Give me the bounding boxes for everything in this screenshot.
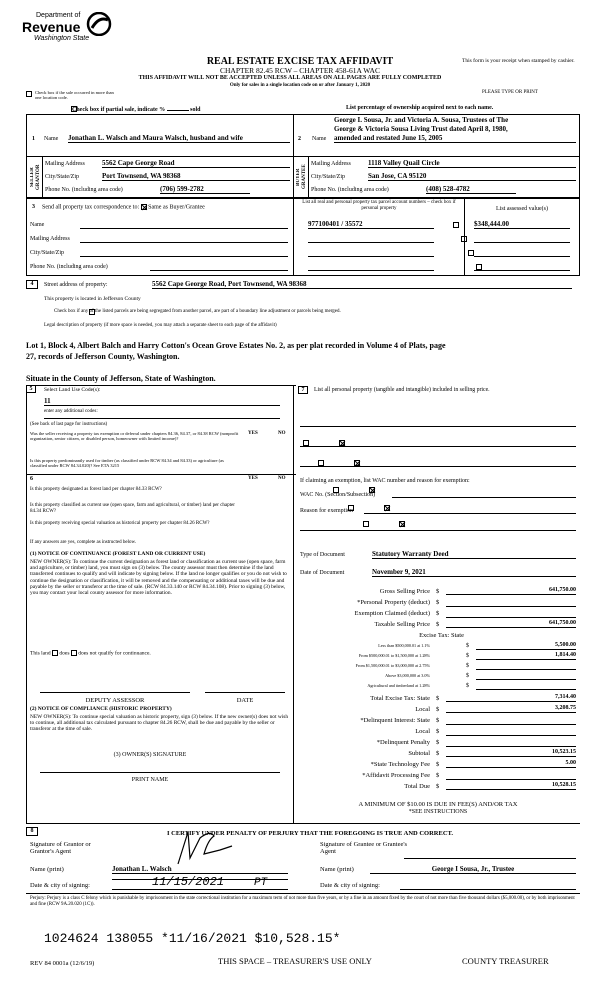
deputy-assessor-date-field[interactable]	[205, 692, 285, 693]
print-name-label: PRINT NAME	[131, 777, 169, 783]
agri-label: Agricultural and timberland at 1.28%	[367, 683, 430, 688]
section8-number: 8	[30, 828, 34, 834]
assessed-field-1[interactable]: $348,444.00	[474, 220, 570, 229]
bracket4-label: Above $3,000,000 at 3.0%	[385, 673, 430, 678]
bracket2-currency: $	[466, 653, 469, 659]
personal-currency: $	[436, 599, 440, 606]
buyer-name-label: Name	[312, 136, 327, 142]
bracket2-field[interactable]: 1,814.40	[476, 652, 576, 660]
s5-no-header: NO	[278, 431, 286, 436]
section3-label	[42, 204, 205, 211]
receipt-note: This form is your receipt when stamped by cashier.	[462, 58, 575, 64]
legal-description-line2: 27, records of Jefferson County, Washington.	[26, 352, 180, 361]
qualify-does-checkbox[interactable]	[52, 650, 58, 656]
seller-section-number: 1	[32, 136, 35, 142]
corr-name-field[interactable]	[80, 228, 288, 229]
section3-number: 3	[32, 204, 35, 210]
seller-phone-label: Phone No. (including area code)	[45, 187, 123, 193]
tech-fee-field[interactable]: 5.00	[446, 760, 576, 768]
sales-note: Only for sales in a single location code on or after January 1, 2020	[229, 83, 371, 88]
s6-question-3: Is this property receiving special valuation as historical property per chapter 84.26 RCW?	[30, 521, 210, 526]
delinquent-penalty-field[interactable]	[446, 746, 576, 747]
grantor-name-label: Name (print)	[30, 866, 64, 873]
bracket1-label: Less than $500,000.01 at 1.1%	[378, 643, 430, 648]
doc-type-label: Type of Document	[300, 552, 345, 558]
delinquent-interest-state-field[interactable]	[446, 724, 576, 725]
partial-sale-prefix: Check box if partial sale, indicate %	[72, 107, 166, 113]
certify-statement: I CERTIFY UNDER PENALTY OF PERJURY THAT THE FOREGOING IS TRUE AND CORRECT.	[166, 830, 453, 837]
deputy-assessor-signature-field[interactable]	[40, 692, 190, 693]
seller-phone-field[interactable]: (706) 599-2782	[160, 185, 250, 194]
qualify-does-not-checkbox[interactable]	[71, 650, 77, 656]
form-subtitle: CHAPTER 82.45 RCW – CHAPTER 458-61A WAC	[220, 66, 380, 75]
bracket3-currency: $	[466, 663, 469, 669]
total-state-currency: $	[436, 695, 440, 702]
grantor-date-label: Date & city of signing:	[30, 882, 90, 889]
legal-description-label: Legal description of property (if more space is needed, you may attach a separate sheet to each page of the affidavit)	[44, 323, 277, 328]
deputy-assessor-label: DEPUTY ASSESSOR	[85, 697, 145, 704]
wac-label: WAC No. (Section/Subsection)	[300, 492, 376, 498]
doc-date-label: Date of Document	[300, 570, 345, 576]
buyer-address-label: Mailing Address	[311, 161, 351, 167]
total-due-label: Total Due	[404, 783, 430, 790]
qualify-prefix: This land	[30, 650, 51, 657]
receipt-stamp: 1024624 138055 *11/16/2021 $10,528.15*	[44, 931, 341, 946]
agri-currency: $	[466, 683, 469, 689]
personal-property-label: List all personal property (tangible and intangible) included in selling price.	[314, 387, 490, 393]
bracket3-field[interactable]	[476, 669, 576, 670]
exemption-label: If claiming an exemption, list WAC number and reason for exemption:	[300, 478, 470, 484]
total-due-field[interactable]: 10,528.15	[446, 782, 576, 790]
county-treasurer-label: COUNTY TREASURER	[462, 956, 549, 966]
assessed-field-2[interactable]	[474, 242, 570, 243]
subtotal-field[interactable]: 10,523.15	[446, 749, 576, 757]
qualify-does-label: does	[59, 650, 70, 657]
additional-codes-field[interactable]	[44, 418, 280, 419]
deputy-date-label: DATE	[236, 697, 254, 704]
reason-label: Reason for exemption	[300, 508, 353, 514]
logo-state-text: Washington State	[34, 35, 90, 42]
personal-property-field-3[interactable]	[300, 466, 576, 467]
see-back-note: (See back of last page for instructions)	[30, 422, 108, 427]
section4-number: 4	[30, 281, 34, 287]
tech-fee-currency: $	[436, 761, 440, 768]
local-currency: $	[436, 706, 440, 713]
corr-phone-label: Phone No. (including area code)	[30, 264, 108, 270]
revenue-swoosh-icon	[86, 12, 112, 36]
agri-field[interactable]	[476, 689, 576, 690]
legal-description-line1: Lot 1, Block 4, Albert Balch and Harry Cotton's Ocean Grove Estates No. 2, as per plat recorded in Volume 4 of Plats, page	[26, 341, 446, 350]
delinquent-penalty-label: *Delinquent Penalty	[376, 739, 430, 746]
see-instructions-note: *SEE INSTRUCTIONS	[408, 809, 468, 815]
notice2-title: (2) NOTICE OF COMPLIANCE (HISTORIC PROPERTY)	[30, 706, 172, 712]
ownership-note: List percentage of ownership acquired next to each name.	[346, 105, 494, 111]
seller-name-label: Name	[44, 136, 59, 142]
seller-city-label: City/State/Zip	[45, 174, 79, 180]
s6-q3-no-checkbox[interactable]	[399, 521, 405, 527]
buyer-grantee-side-label: BUYER GRANTEE	[296, 164, 307, 190]
local-label: Local	[415, 706, 430, 713]
qualify-does-not-label: does not qualify for continuance.	[78, 650, 151, 657]
bracket2-label: From $500,000.01 to $1,500,000 at 1.28%	[358, 653, 430, 658]
bracket3-label: From $1,500,000.01 to $3,000,000 at 2.75%	[355, 663, 430, 668]
dor-logo	[22, 12, 122, 48]
personal-property-field-1[interactable]	[300, 426, 576, 427]
parcel-field-3[interactable]	[308, 256, 434, 257]
section6-number: 6	[30, 476, 33, 482]
s6-question-2: Is this property classified as current use (open space, farm and agricultural, or timber) land per chapter 84.34 RCW?	[30, 503, 235, 514]
s6-question-1: Is this property designated as forest land per chapter 84.33 RCW?	[30, 487, 162, 492]
personal-property-checkbox-1[interactable]	[453, 222, 459, 228]
form-warning: THIS AFFIDAVIT WILL NOT BE ACCEPTED UNLESS ALL AREAS ON ALL PAGES ARE FULLY COMPLETED	[138, 75, 442, 81]
logo-dept-text: Department of	[36, 12, 81, 19]
land-use-code-field[interactable]: 11	[44, 397, 280, 406]
buyer-address-field[interactable]: 1118 Valley Quail Circle	[368, 159, 576, 168]
partial-sale-label	[72, 105, 201, 114]
s6-q3-yes-checkbox[interactable]	[363, 521, 369, 527]
buyer-city-label: City/State/Zip	[311, 174, 345, 180]
gross-price-field[interactable]: 641,750.00	[446, 587, 576, 595]
s6-no-header: NO	[278, 476, 286, 481]
owner-signature-label: (3) OWNER(S) SIGNATURE	[113, 752, 187, 758]
delinquent-interest-state-label: *Delinquent Interest: State	[360, 717, 430, 724]
affidavit-fee-currency: $	[436, 772, 440, 779]
total-due-currency: $	[436, 783, 440, 790]
grantee-signature-field[interactable]	[404, 858, 576, 859]
del-int-local-currency: $	[436, 728, 440, 735]
reason-field-2[interactable]	[300, 530, 576, 531]
county-note: This property is located in Jefferson County	[44, 296, 141, 302]
segregation-label: Check box if any of the listed parcels are being segregated from another parcel, are part of a boundary line adjustment or parcels being merged.	[54, 309, 341, 314]
s6-yes-header: YES	[248, 476, 258, 481]
buyer-name-field[interactable]: amended and restated June 15, 2005	[334, 134, 576, 143]
exemption-claimed-field[interactable]	[446, 617, 576, 618]
grantor-date-handwritten: 11/15/2021	[152, 875, 225, 889]
form-id: REV 84 0001a (12/6/19)	[30, 960, 95, 967]
s6-q2-no-checkbox[interactable]	[384, 505, 390, 511]
grantor-name-field[interactable]: Jonathan L. Walsch	[112, 865, 288, 874]
grantee-name-label: Name (print)	[320, 866, 354, 873]
street-address-field[interactable]: 5562 Cape George Road, Port Townsend, WA 98368	[152, 280, 572, 289]
corr-phone-field[interactable]	[150, 270, 288, 271]
gross-currency: $	[436, 588, 440, 595]
exemption-currency: $	[436, 610, 440, 617]
subtotal-currency: $	[436, 750, 440, 757]
taxable-price-label: Taxable Selling Price	[374, 621, 430, 628]
corr-city-label: City/State/Zip	[30, 250, 64, 256]
s6-if-yes-note: If any answers are yes, complete as instructed below.	[30, 540, 137, 545]
seller-name-field[interactable]: Jonathan L. Walsch and Maura Walsch, husband and wife	[68, 134, 290, 143]
bracket1-currency: $	[466, 643, 469, 649]
situate-line: Situate in the County of Jefferson, State of Washington.	[26, 374, 216, 383]
notice2-body: NEW OWNER(S): To continue special valuation as historic property, sign (3) below. If the new owner(s) does not wish to continue, all additional tax calculated pursuant to chapter 84.26 RCW, shall be due and payable by the seller or transferor at the time of sale.	[30, 714, 289, 733]
affidavit-fee-field[interactable]	[446, 779, 576, 780]
parcel-field-1[interactable]: 977100401 / 35572	[308, 220, 434, 229]
form-title: REAL ESTATE EXCISE TAX AFFIDAVIT	[206, 56, 394, 67]
total-state-label: Total Excise Tax: State	[370, 695, 430, 702]
qualify-line	[30, 650, 151, 657]
additional-codes-label: enter any additional codes:	[44, 409, 98, 414]
same-as-buyer-label: Same as Buyer/Grantee	[148, 204, 205, 211]
notice1-body: NEW OWNER(S): To continue the current designation as forest land or classification as current use (open space, farm and agriculture, or timber) land, you must sign on (3) below. The county assessor must then determine if the land transferred continues to qualify and will indicate by signing below. If the land no longer qualifies or you do not wish to continue the designation or classification, it will be removed and the compensating or additional taxes will be due and payable by the seller or transferor at the time of sale. (RCW 84.33.140 or RCW 84.34.108). Prior to signing (3) below, you may contact your local county assessor for more information.	[30, 559, 287, 597]
logo-revenue-text: Revenue	[22, 19, 81, 35]
delinquent-interest-local-label: Local	[415, 728, 430, 735]
buyer-section-number: 2	[298, 136, 301, 142]
corr-city-field[interactable]	[80, 256, 288, 257]
minimum-due-note: A MINIMUM OF $10.00 IS DUE IN FEE(S) AND/OR TAX	[358, 801, 518, 808]
buyer-city-field[interactable]: San Jose, CA 95120	[368, 172, 576, 181]
personal-property-checkbox-2[interactable]	[461, 236, 467, 242]
seller-city-field[interactable]: Port Townsend, WA 98368	[102, 172, 290, 181]
street-address-label: Street address of property:	[44, 282, 108, 288]
del-int-state-currency: $	[436, 717, 440, 724]
treasurer-use-only: THIS SPACE – TREASURER'S USE ONLY	[218, 956, 372, 966]
correspondence-label: Send all property tax correspondence to:	[42, 204, 140, 211]
personal-property-deduct-label: *Personal Property (deduct)	[357, 599, 430, 606]
grantee-date-field[interactable]	[400, 889, 576, 890]
land-use-label: Select Land Use Code(s):	[44, 387, 101, 393]
buyer-name-line2: George & Victoria Sousa Living Trust dated April 8, 1980,	[334, 125, 508, 133]
s5-yes-header: YES	[248, 431, 258, 436]
taxable-price-field[interactable]: 641,750.00	[446, 620, 576, 628]
grantee-date-label: Date & city of signing:	[320, 882, 380, 889]
reason-field-1[interactable]	[364, 513, 576, 514]
parcel-header: List all real and personal property tax parcel account numbers – check box if personal property	[302, 200, 456, 211]
wac-field[interactable]	[392, 497, 576, 498]
buyer-phone-field[interactable]: (408) 528-4782	[426, 185, 516, 194]
same-as-buyer-checkbox[interactable]	[141, 204, 147, 210]
buyer-name-line1: George I. Sousa, Jr. and Victoria A. Sousa, Trustees of The	[334, 116, 509, 124]
grantor-signature-scribble-icon	[170, 828, 250, 868]
grantor-signature-label: Signature of Grantor or Grantor's Agent	[30, 841, 91, 856]
notice1-title: (1) NOTICE OF CONTINUANCE (FOREST LAND OR CURRENT USE)	[30, 551, 206, 557]
assessed-header: List assessed value(s)	[496, 206, 548, 212]
s5-question-1: Was the seller receiving a property tax exemption or deferral under chapters 84.36, 84.37, or 84.38 RCW (nonprofit organization, senior citizen, or disabled person, homeowner with limited income)?	[30, 431, 239, 442]
grantee-signature-label: Signature of Grantee or Grantee's Agent	[320, 841, 408, 856]
subtotal-label: Subtotal	[408, 750, 430, 757]
grantor-date-field[interactable]	[112, 876, 288, 890]
perjury-statement: Perjury: Perjury is a class C felony which is punishable by imprisonment in the state correctional institution for a maximum term of not more than five years, or by a fine in an amount fixed by the court of not more than five thousand dollars ($5,000.00), or by both imprisonment and fine (RCW 9A.20.020 (1C)).	[30, 896, 575, 907]
doc-type-field[interactable]: Statutory Warranty Deed	[372, 550, 576, 559]
corr-address-label: Mailing Address	[30, 236, 70, 242]
doc-date-field[interactable]: November 9, 2021	[372, 568, 576, 577]
corr-name-label: Name	[30, 222, 45, 228]
exemption-claimed-label: Exemption Claimed (deduct)	[354, 610, 430, 617]
parcel-field-2[interactable]	[308, 242, 434, 243]
s5-question-2: Is this property predominantly used for timber (as classified under RCW 84.34 and 84.33) or agriculture (as classified under RCW 84.34.020)? See ETA 3215	[30, 458, 224, 469]
local-field[interactable]: 3,208.75	[446, 705, 576, 713]
corr-address-field[interactable]	[80, 242, 288, 243]
taxable-currency: $	[436, 621, 440, 628]
partial-sale-percent-field[interactable]	[167, 105, 189, 111]
del-penalty-currency: $	[436, 739, 440, 746]
bracket4-currency: $	[466, 673, 469, 679]
grantee-name-field[interactable]: George I Sousa, Jr., Trustee	[370, 865, 576, 874]
multi-location-label: Check box if the sale occurred in more than one location code.	[35, 90, 114, 101]
partial-sale-suffix: sold	[190, 107, 201, 113]
personal-property-deduct-field[interactable]	[446, 606, 576, 607]
section5-number: 5	[29, 386, 33, 392]
multi-location-checkbox[interactable]	[26, 91, 32, 97]
type-or-print: PLEASE TYPE OR PRINT	[482, 90, 538, 95]
excise-tax-header: Excise Tax: State	[419, 632, 464, 639]
buyer-phone-label: Phone No. (including area code)	[311, 187, 389, 193]
bracket4-field[interactable]	[476, 679, 576, 680]
grantor-city-handwritten: PT	[254, 877, 268, 889]
bracket1-field[interactable]: 5,500.00	[476, 642, 576, 650]
delinquent-interest-local-field[interactable]	[446, 735, 576, 736]
seller-address-label: Mailing Address	[45, 161, 85, 167]
tech-fee-label: *State Technology Fee	[370, 761, 430, 768]
seller-grantor-side-label: SELLER GRANTOR	[30, 164, 41, 190]
section7-number: 7	[301, 387, 305, 393]
seller-address-field[interactable]: 5562 Cape George Road	[102, 159, 290, 168]
personal-property-field-2[interactable]	[300, 446, 576, 447]
affidavit-fee-label: *Affidavit Processing Fee	[362, 772, 430, 779]
assessed-field-4[interactable]	[474, 270, 570, 271]
total-state-field[interactable]: 7,314.40	[446, 694, 576, 702]
assessed-field-3[interactable]	[474, 256, 570, 257]
print-name-field[interactable]	[40, 772, 280, 773]
parcel-field-4[interactable]	[308, 270, 434, 271]
gross-price-label: Gross Selling Price	[379, 588, 430, 595]
